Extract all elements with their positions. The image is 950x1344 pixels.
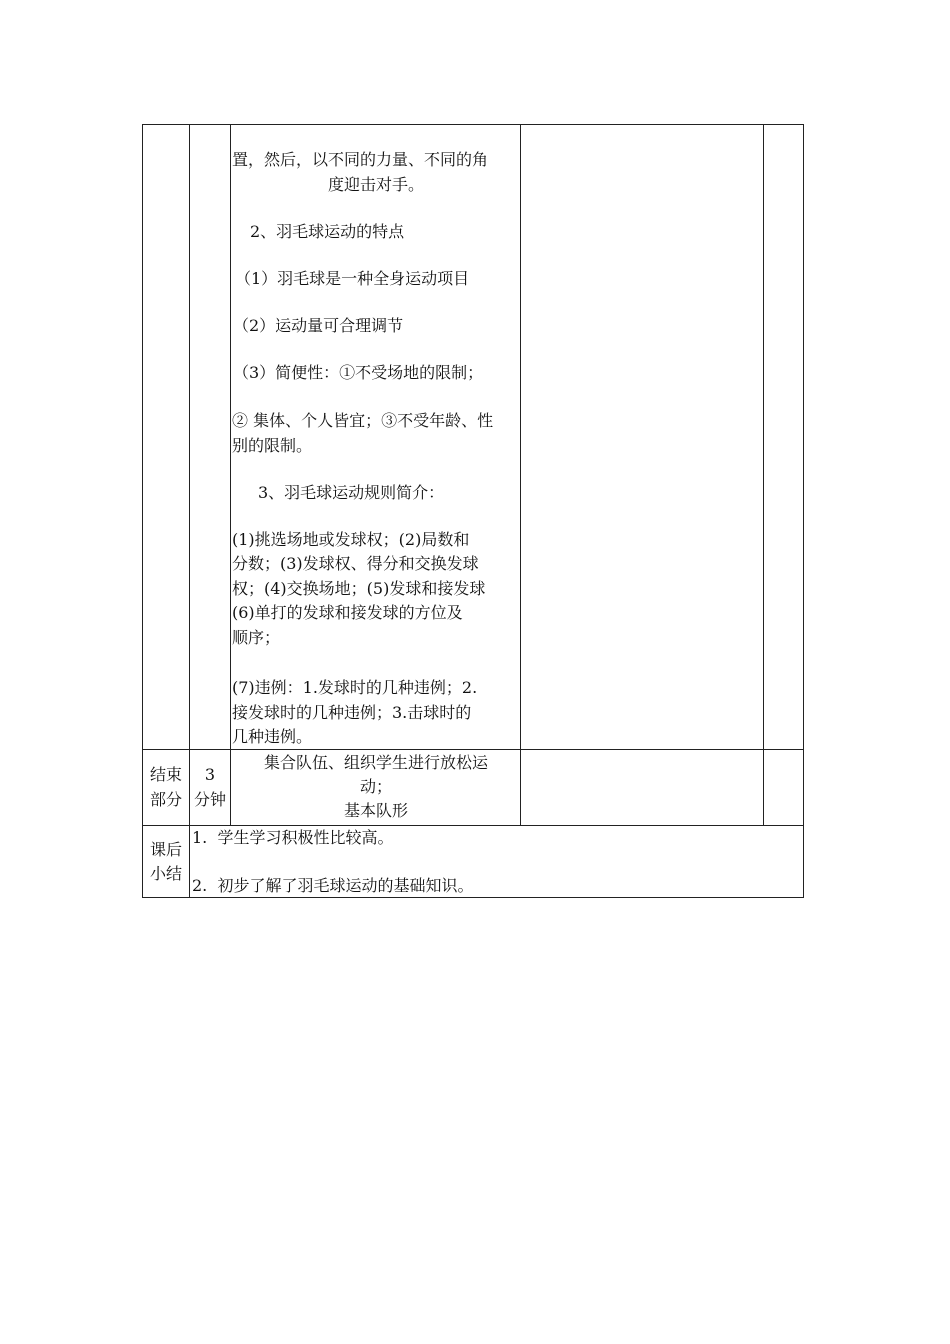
content-rules-line: (1)挑选场地或发球权；(2)局数和 — [232, 530, 470, 549]
end-section-label: 部分 — [149, 790, 182, 809]
end-section-label: 结束 — [149, 765, 182, 784]
summary-item: 1. 学生学习积极性比较高。 — [192, 828, 394, 847]
content-list-item: （3）简便性：①不受场地的限制； — [233, 363, 484, 382]
content-list-item: （2）运动量可合理调节 — [233, 316, 404, 335]
column-divider-content — [230, 124, 231, 826]
column-divider-last — [763, 124, 764, 826]
summary-item: 2. 初步了解了羽毛球运动的基础知识。 — [192, 876, 474, 895]
summary-label: 小结 — [149, 864, 182, 883]
content-violations-line: 几种违例。 — [232, 727, 313, 746]
column-divider-organization — [520, 124, 521, 826]
content-rules-line: 权；(4)交换场地；(5)发球和接发球 — [232, 579, 486, 598]
content-rules-line: 分数；(3)发球权、得分和交换发球 — [232, 554, 479, 573]
content-heading: 2、羽毛球运动的特点 — [250, 222, 405, 241]
table-right-border — [803, 124, 804, 898]
end-section-time: 3 — [204, 765, 216, 784]
end-section-time: 分钟 — [193, 790, 226, 809]
end-section-content: 基本队形 — [343, 801, 408, 820]
end-section-content: 动； — [359, 777, 392, 796]
content-violations-line: (7)违例：1.发球时的几种违例；2. — [232, 678, 478, 697]
content-list-item: ② 集体、个人皆宜；③不受年龄、性 — [232, 411, 494, 430]
content-list-item: （1）羽毛球是一种全身运动项目 — [235, 269, 470, 288]
content-list-item: 别的限制。 — [232, 436, 313, 455]
end-section-content: 集合队伍、组织学生进行放松运 — [263, 753, 488, 772]
summary-label: 课后 — [149, 840, 182, 859]
content-paragraph-line: 度迎击对手。 — [327, 175, 424, 194]
content-rules-line: (6)单打的发球和接发球的方位及 — [232, 603, 463, 622]
content-rules-line: 顺序； — [232, 628, 281, 647]
table-top-border — [142, 124, 804, 125]
content-violations-line: 接发球时的几种违例；3.击球时的 — [232, 703, 472, 722]
content-paragraph-line: 置，然后，以不同的力量、不同的角 — [232, 150, 489, 169]
content-heading: 3、羽毛球运动规则简介： — [258, 483, 445, 502]
row-divider-end-section — [142, 749, 804, 750]
